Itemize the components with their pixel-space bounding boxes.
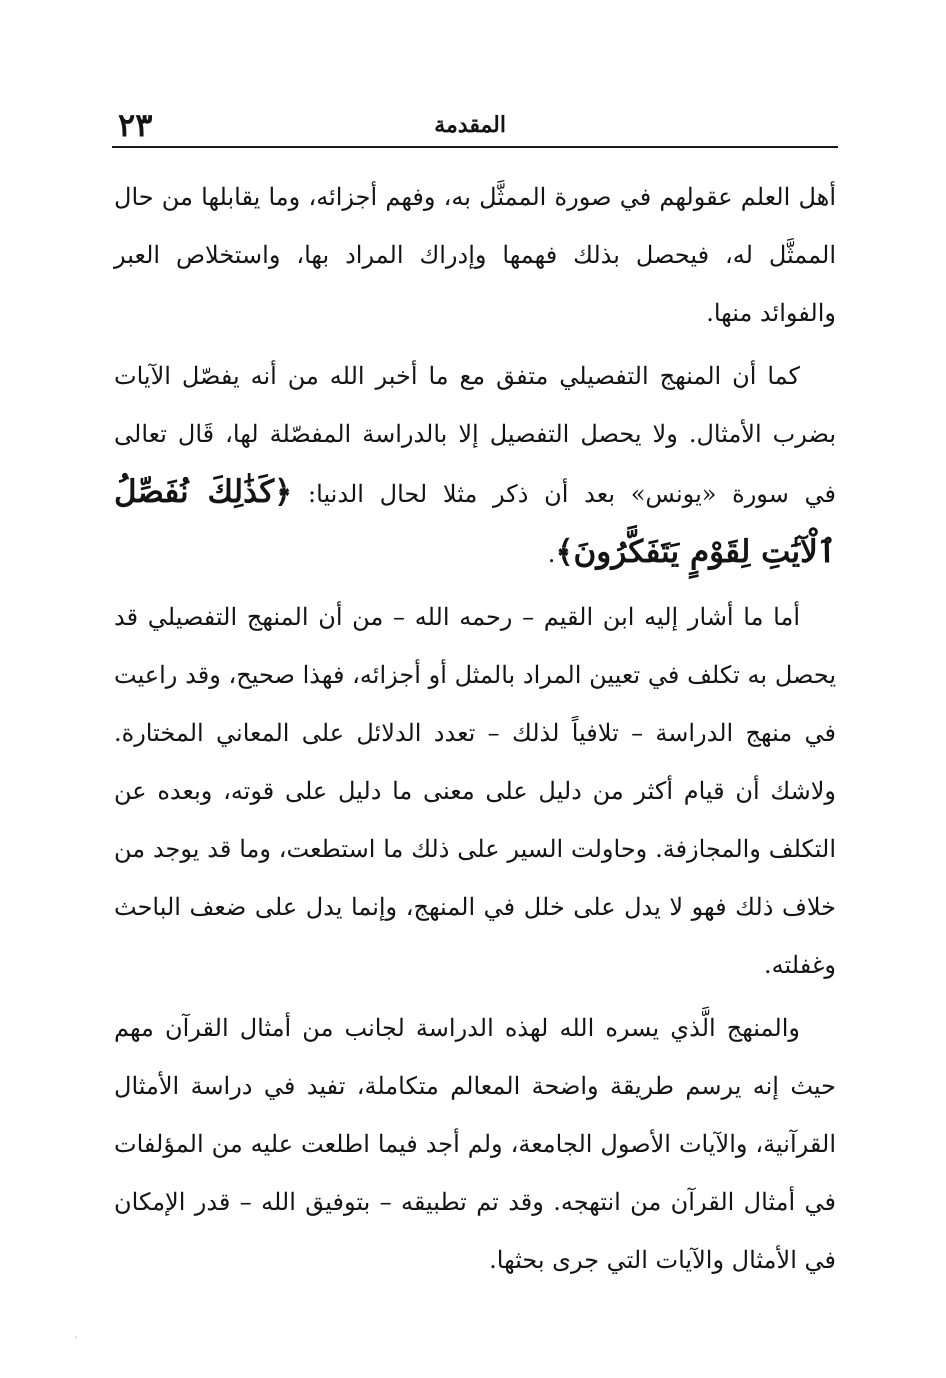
margin-dot: · [74, 1330, 79, 1346]
paragraph-3: أما ما أشار إليه ابن القيم – رحمه الله – من أن المنهج التفصيلي قد يحصل به تكلف في تعيين المراد بالمثل أو أجزائه، فهذا صحيح، وقد راعيت في منهج الدراسة – تلافياً لذلك – تعدد الدلائل على المعاني المختارة. ولاشك أن قيام أكثر من دليل على معنى ما دليل على قوته، وبعده عن التكلف والمجازفة. وحاولت السير على ذلك ما استطعت، وما قد يوجد من خلاف ذلك فهو لا يدل على خلل في المنهج، وإنما يدل على ضعف الباحث وغفلته. [114, 603, 836, 979]
paragraph-1: أهل العلم عقولهم في صورة الممثَّل به، وفهم أجزائه، وما يقابلها من حال الممثَّل له، فيحصل بذلك فهمها وإدراك المراد بها، واستخلاص العبر والفوائد منها. [114, 183, 836, 327]
paragraph-2-end: . [547, 540, 556, 568]
header-rule [112, 146, 838, 148]
paragraph-2 [114, 347, 836, 583]
paragraph-2-text: كما أن المنهج التفصيلي متفق مع ما أخبر الله من أنه يفصّل الآيات بضرب الأمثال. ولا يحصل التفصيل إلا بالدراسة المفصّلة لها، قَال تعالى في سورة «يونس» بعد أن ذكر مثلا لحال الدنيا: [114, 362, 837, 508]
page-number: ٢٣ [118, 106, 153, 144]
body-text [114, 168, 836, 1294]
quran-verse: ﴿كَذَٰلِكَ نُفَصِّلُ ٱلْآيَٰتِ لِقَوْمٍ يَتَفَكَّرُونَ﴾ [114, 474, 836, 570]
running-header [112, 108, 836, 144]
paragraph-4: والمنهج الَّذي يسره الله لهذه الدراسة لجانب من أمثال القرآن مهم حيث إنه يرسم طريقة واضحة المعالم متكاملة، تفيد في دراسة الأمثال القرآنية، والآيات الأصول الجامعة، ولم أجد فيما اطلعت عليه من المؤلفات في أمثال القرآن من انتهجه. وقد تم تطبيقه – بتوفيق الله – قدر الإمكان في الأمثال والآيات التي جرى بحثها. [114, 1014, 836, 1274]
chapter-title: المقدمة [434, 112, 506, 138]
